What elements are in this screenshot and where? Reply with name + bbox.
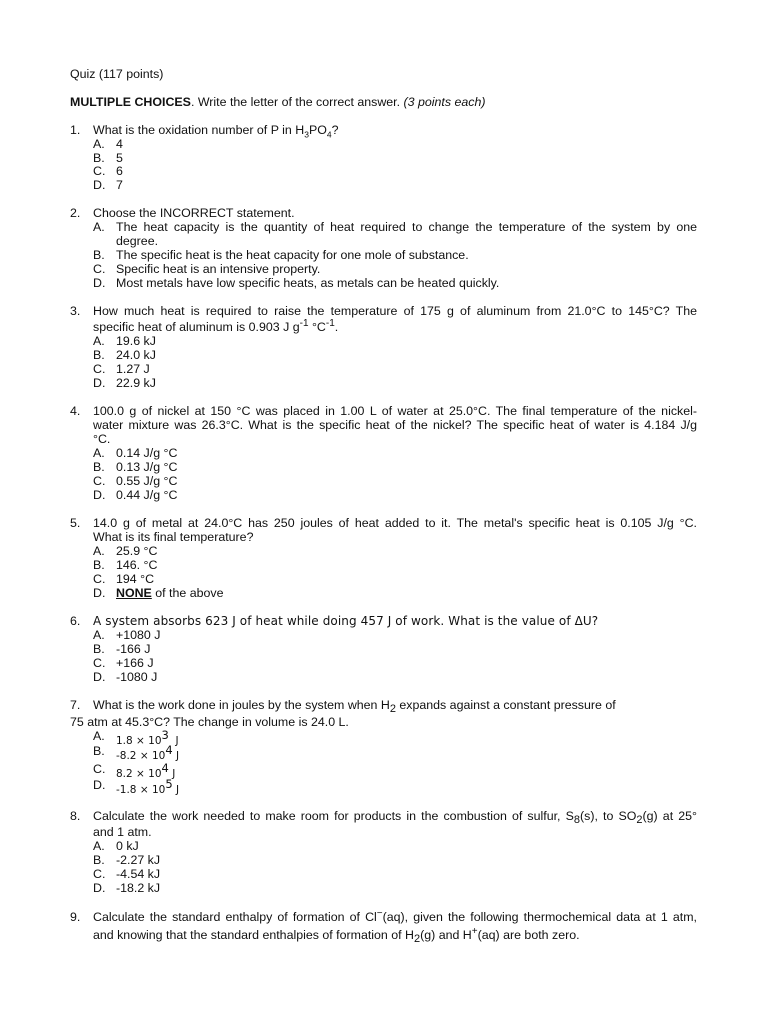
stem-text: and knowing that the standard enthalpies of formation of H — [93, 928, 414, 942]
stem-text: PO — [308, 123, 327, 137]
instructions-label: MULTIPLE CHOICES — [70, 95, 191, 109]
option-text: 0.44 J/g °C — [116, 488, 178, 502]
option-letter: A. — [93, 446, 105, 460]
option-letter: B. — [93, 558, 105, 572]
question-number: 6. — [70, 614, 81, 628]
question-number: 1. — [70, 123, 81, 137]
option-text-rest: of the above — [151, 586, 224, 600]
stem-text: (s), to SO — [580, 809, 637, 823]
exponent: 4 — [161, 761, 169, 775]
subscript: 2 — [636, 814, 643, 826]
mantissa: 1.8 × 10 — [116, 735, 162, 747]
option-text — [116, 586, 223, 600]
question-number: 2. — [70, 206, 81, 220]
emphasis-none: NONE — [116, 586, 152, 600]
question-stem: What is its final temperature? — [93, 530, 254, 544]
mantissa: -8.2 × 10 — [116, 750, 166, 762]
exponent: 5 — [165, 777, 173, 791]
question-number: 4. — [70, 404, 81, 418]
mantissa: 8.2 × 10 — [116, 768, 162, 780]
option-text: 5 — [116, 151, 123, 165]
stem-text: What is the oxidation number of P in H — [93, 123, 305, 137]
subscript: 2 — [413, 933, 421, 945]
question-stem — [93, 698, 616, 713]
option-text: +166 J — [116, 656, 154, 670]
option-letter: C. — [93, 867, 106, 881]
option-text: Most metals have low specific heats, as metals can be heated quickly. — [116, 276, 500, 290]
option-letter: A. — [93, 220, 105, 234]
option-letter: A. — [93, 729, 105, 743]
question-number: 8. — [70, 809, 81, 823]
instructions — [70, 95, 485, 109]
question-stem: How much heat is required to raise the temperature of 175 g of aluminum from 21.0°C to 145°C? The — [93, 304, 697, 318]
option-letter: B. — [93, 642, 105, 656]
question-number: 7. — [70, 698, 81, 712]
option-text: 7 — [116, 178, 123, 192]
option-text: -1080 J — [116, 670, 158, 684]
question-stem: water mixture was 26.3°C. What is the specific heat of the nickel? The specific heat of water is 4.184 J/g — [93, 418, 697, 432]
option-text: 25.9 °C — [116, 544, 158, 558]
option-letter: D. — [93, 178, 106, 192]
subscript: 2 — [389, 703, 396, 715]
subscript: 3 — [304, 129, 309, 140]
option-text: -2.27 kJ — [116, 853, 161, 867]
question-number: 3. — [70, 304, 81, 318]
unit: J — [168, 735, 179, 747]
option-text: 22.9 kJ — [116, 376, 156, 390]
option-text: -166 J — [116, 642, 151, 656]
option-letter: D. — [93, 276, 106, 290]
option-text: 0 kJ — [116, 839, 139, 853]
option-text: The heat capacity is the quantity of heat required to change the temperature of the system by one — [116, 220, 697, 234]
question-number: 9. — [70, 910, 81, 924]
exponent: 4 — [165, 743, 173, 757]
subscript: 8 — [573, 814, 581, 826]
stem-text: °C — [308, 320, 326, 334]
option-text: 0.55 J/g °C — [116, 474, 178, 488]
mantissa: -1.8 × 10 — [116, 784, 166, 796]
question-stem: 75 atm at 45.3°C? The change in volume is 24.0 L. — [70, 715, 349, 729]
option-letter: A. — [93, 839, 105, 853]
stem-text: (aq), given the following thermochemical data at 1 atm, — [382, 910, 697, 924]
option-text: 6 — [116, 164, 123, 178]
instructions-points: (3 points each) — [403, 95, 486, 109]
option-letter: C. — [93, 164, 106, 178]
question-stem: 100.0 g of nickel at 150 °C was placed in 1.00 L of water at 25.0°C. The final temperature of the nickel- — [93, 404, 697, 418]
option-letter: C. — [93, 362, 106, 376]
option-letter: C. — [93, 656, 106, 670]
superscript: -1 — [299, 318, 309, 329]
superscript: -1 — [325, 318, 335, 329]
option-text: +1080 J — [116, 628, 161, 642]
stem-text: (g) and H — [420, 928, 472, 942]
question-stem: 14.0 g of metal at 24.0°C has 250 joules of heat added to it. The metal's specific heat is 0.105 J/g °C. — [93, 516, 697, 530]
option-text: The specific heat is the heat capacity for one mole of substance. — [116, 248, 469, 262]
option-letter: D. — [93, 881, 106, 895]
unit: J — [168, 768, 176, 780]
instructions-text: . Write the letter of the correct answer. — [190, 95, 404, 109]
option-letter: B. — [93, 248, 105, 262]
stem-text: Calculate the work needed to make room for products in the combustion of sulfur, S — [93, 809, 574, 823]
option-text — [116, 743, 180, 763]
option-letter: C. — [93, 474, 106, 488]
stem-text: ? — [331, 123, 339, 137]
question-stem: A system absorbs 623 J of heat while doing 457 J of work. What is the value of ΔU? — [93, 614, 599, 628]
stem-text: (aq) are both zero. — [477, 928, 580, 942]
option-text: 0.14 J/g °C — [116, 446, 178, 460]
quiz-title: Quiz (117 points) — [70, 67, 164, 81]
option-letter: C. — [93, 262, 106, 276]
stem-text: (g) at 25° — [642, 809, 697, 823]
option-text: 24.0 kJ — [116, 348, 156, 362]
option-letter: D. — [93, 586, 106, 600]
option-text: 4 — [116, 137, 123, 151]
option-letter: B. — [93, 151, 105, 165]
stem-text: What is the work done in joules by the system when H — [93, 698, 390, 712]
question-stem — [93, 123, 339, 140]
option-letter: A. — [93, 544, 105, 558]
question-stem: °C. — [93, 432, 111, 446]
option-letter: B. — [93, 853, 105, 867]
option-letter: D. — [93, 670, 106, 684]
question-number: 5. — [70, 516, 81, 530]
option-letter: B. — [93, 348, 105, 362]
option-letter: D. — [93, 488, 106, 502]
option-text: 1.27 J — [116, 362, 150, 376]
option-text — [116, 777, 180, 797]
exponent: 3 — [161, 728, 169, 742]
subscript: 4 — [326, 129, 332, 140]
option-letter: A. — [93, 334, 105, 348]
question-stem — [93, 910, 697, 926]
unit: J — [172, 750, 180, 762]
stem-text: . — [334, 320, 339, 334]
superscript: − — [376, 908, 383, 919]
option-text: 0.13 J/g °C — [116, 460, 178, 474]
superscript: + — [471, 926, 478, 937]
question-stem: and 1 atm. — [93, 825, 152, 839]
option-text: degree. — [116, 234, 159, 248]
stem-text: specific heat of aluminum is 0.903 J g — [93, 320, 300, 334]
option-letter: C. — [93, 572, 106, 586]
stem-text: Calculate the standard enthalpy of formation of Cl — [93, 910, 377, 924]
option-letter: A. — [93, 137, 105, 151]
option-letter: B. — [93, 744, 105, 758]
option-text: -4.54 kJ — [116, 867, 161, 881]
unit: J — [172, 784, 180, 796]
option-letter: B. — [93, 460, 105, 474]
option-text: 194 °C — [116, 572, 155, 586]
option-text: 19.6 kJ — [116, 334, 156, 348]
option-letter: D. — [93, 376, 106, 390]
stem-text: expands against a constant pressure of — [395, 698, 616, 712]
option-text: 146. °C — [116, 558, 158, 572]
question-stem — [93, 928, 580, 944]
option-text: -18.2 kJ — [116, 881, 161, 895]
option-letter: D. — [93, 778, 106, 792]
option-text: Specific heat is an intensive property. — [116, 262, 321, 276]
option-letter: A. — [93, 628, 105, 642]
option-letter: C. — [93, 762, 106, 776]
question-stem: Choose the INCORRECT statement. — [93, 206, 295, 220]
question-stem — [93, 809, 697, 824]
